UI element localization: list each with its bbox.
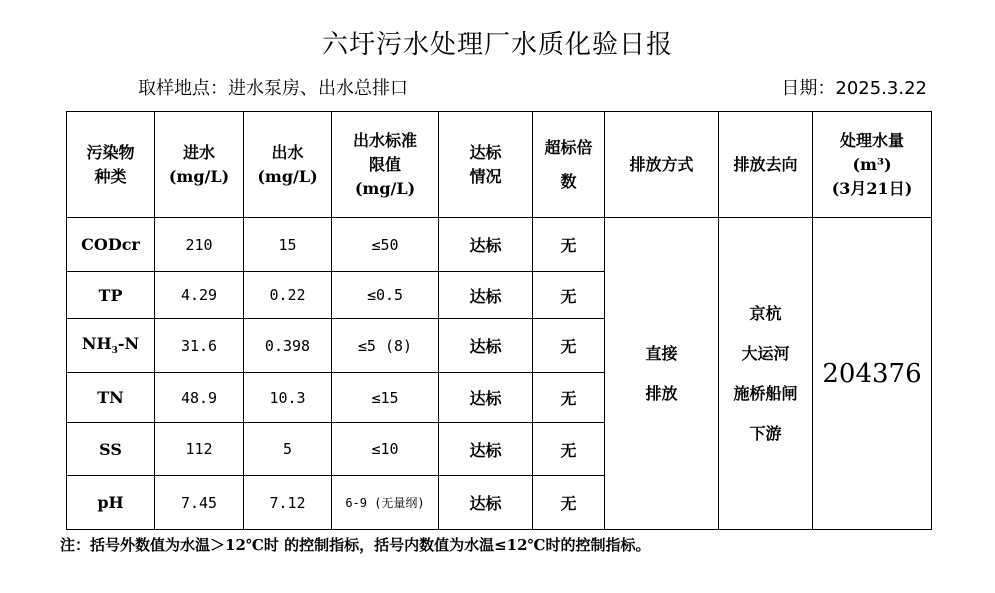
status-value: 达标 xyxy=(439,476,533,530)
treated-volume-value: 204376 xyxy=(813,218,932,530)
effluent-value: 0.398 xyxy=(244,319,332,373)
footnote: 注：括号外数值为水温＞12℃时 的控制指标，括号内数值为水温≤12℃时的控制指标。 xyxy=(60,536,651,554)
status-value: 达标 xyxy=(439,373,533,423)
effluent-value: 15 xyxy=(244,218,332,272)
limit-value: ≤15 xyxy=(332,373,439,423)
exceed-value: 无 xyxy=(533,272,605,319)
discharge-direction-cell: 京杭 大运河 施桥船闸 下游 xyxy=(719,218,813,530)
status-value: 达标 xyxy=(439,319,533,373)
exceed-value: 无 xyxy=(533,373,605,423)
exceed-value: 无 xyxy=(533,476,605,530)
limit-value: ≤5 (8) xyxy=(332,319,439,373)
pollutant-name: pH xyxy=(67,476,155,530)
header-influent: 进水 (mg/L) xyxy=(155,112,244,218)
influent-value: 4.29 xyxy=(155,272,244,319)
status-value: 达标 xyxy=(439,218,533,272)
limit-value: ≤10 xyxy=(332,423,439,476)
header-effluent: 出水 (mg/L) xyxy=(244,112,332,218)
discharge-method-cell: 直接 排放 xyxy=(605,218,719,530)
influent-value: 31.6 xyxy=(155,319,244,373)
pollutant-name: $NH_3-N$ xyxy=(67,319,155,373)
header-discharge-direction: 排放去向 xyxy=(719,112,813,218)
exceed-value: 无 xyxy=(533,319,605,373)
report-title: 六圩污水处理厂水质化验日报 xyxy=(321,30,673,60)
pollutant-name: CODcr xyxy=(67,218,155,272)
status-value: 达标 xyxy=(439,272,533,319)
water-quality-table xyxy=(66,111,932,530)
effluent-value: 5 xyxy=(244,423,332,476)
header-pollutant: 污染物 种类 xyxy=(67,112,155,218)
report-date: 日期：2025.3.22 xyxy=(781,78,927,99)
exceed-value: 无 xyxy=(533,423,605,476)
header-exceed: 超标倍 数 xyxy=(533,112,605,218)
influent-value: 112 xyxy=(155,423,244,476)
exceed-value: 无 xyxy=(533,218,605,272)
table-row xyxy=(67,218,932,272)
status-value: 达标 xyxy=(439,423,533,476)
header-volume: 处理水量 (m³) (3月21日) xyxy=(813,112,932,218)
influent-value: 210 xyxy=(155,218,244,272)
influent-value: 7.45 xyxy=(155,476,244,530)
effluent-value: 0.22 xyxy=(244,272,332,319)
pollutant-name: SS xyxy=(67,423,155,476)
limit-value: ≤0.5 xyxy=(332,272,439,319)
header-limit: 出水标准 限值 (mg/L) xyxy=(332,112,439,218)
influent-value: 48.9 xyxy=(155,373,244,423)
header-row xyxy=(67,112,932,218)
header-status: 达标 情况 xyxy=(439,112,533,218)
effluent-value: 7.12 xyxy=(244,476,332,530)
limit-value: 6-9 (无量纲) xyxy=(332,476,439,530)
header-discharge-method: 排放方式 xyxy=(605,112,719,218)
limit-value: ≤50 xyxy=(332,218,439,272)
effluent-value: 10.3 xyxy=(244,373,332,423)
sampling-location: 取样地点：进水泵房、出水总排口 xyxy=(138,78,408,99)
pollutant-name: TN xyxy=(67,373,155,423)
pollutant-name: TP xyxy=(67,272,155,319)
